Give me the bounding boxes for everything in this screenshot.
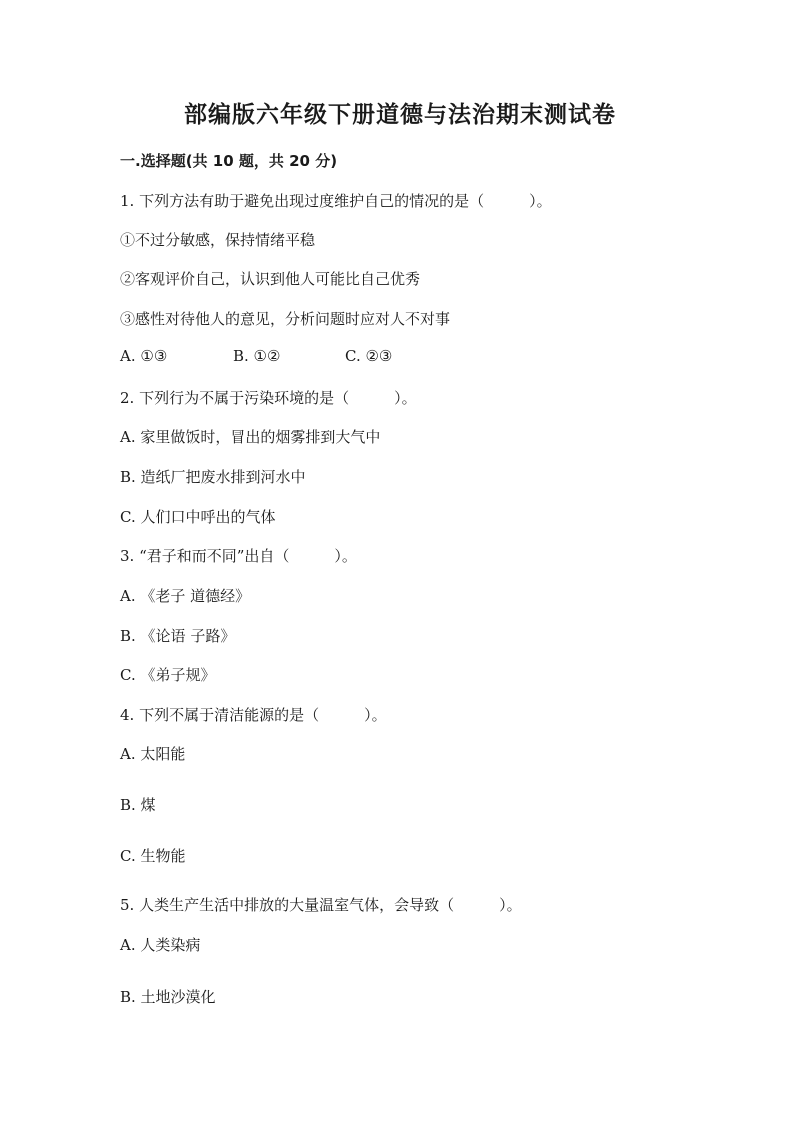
question-1-stem: 1. 下列方法有助于避免出现过度维护自己的情况的是（ ）。 [120, 192, 552, 210]
question-1-statement-1: ①不过分敏感，保持情绪平稳 [120, 231, 316, 249]
question-3-option-a: A. 《老子 道德经》 [120, 587, 251, 605]
section-heading: 一.选择题(共 10 题，共 20 分) [120, 152, 338, 170]
question-1-statement-3: ③感性对待他人的意见，分析问题时应对人不对事 [120, 310, 451, 328]
question-3-option-c: C. 《弟子规》 [120, 666, 216, 684]
question-4-option-c: C. 生物能 [120, 847, 186, 865]
question-1-statement-2: ②客观评价自己，认识到他人可能比自己优秀 [120, 270, 421, 288]
question-2-option-c: C. 人们口中呼出的气体 [120, 508, 276, 526]
question-5-option-a: A. 人类染病 [120, 936, 201, 954]
question-2-option-b: B. 造纸厂把废水排到河水中 [120, 468, 306, 486]
question-3-option-b: B. 《论语 子路》 [120, 627, 236, 645]
question-1-option-b: B. ①② [233, 347, 281, 365]
question-2-stem: 2. 下列行为不属于污染环境的是（ ）。 [120, 389, 417, 407]
question-4-option-b: B. 煤 [120, 796, 156, 814]
page-title: 部编版六年级下册道德与法治期末测试卷 [184, 102, 616, 128]
question-4-option-a: A. 太阳能 [120, 745, 186, 763]
question-1-option-a: A. ①③ [120, 347, 168, 365]
question-5-stem: 5. 人类生产生活中排放的大量温室气体，会导致（ ）。 [120, 896, 522, 914]
question-2-option-a: A. 家里做饭时，冒出的烟雾排到大气中 [120, 428, 381, 446]
question-3-stem: 3. “君子和而不同”出自（ ）。 [120, 547, 357, 565]
question-4-stem: 4. 下列不属于清洁能源的是（ ）。 [120, 706, 387, 724]
question-5-option-b: B. 土地沙漠化 [120, 988, 216, 1006]
question-1-option-c: C. ②③ [345, 347, 393, 365]
